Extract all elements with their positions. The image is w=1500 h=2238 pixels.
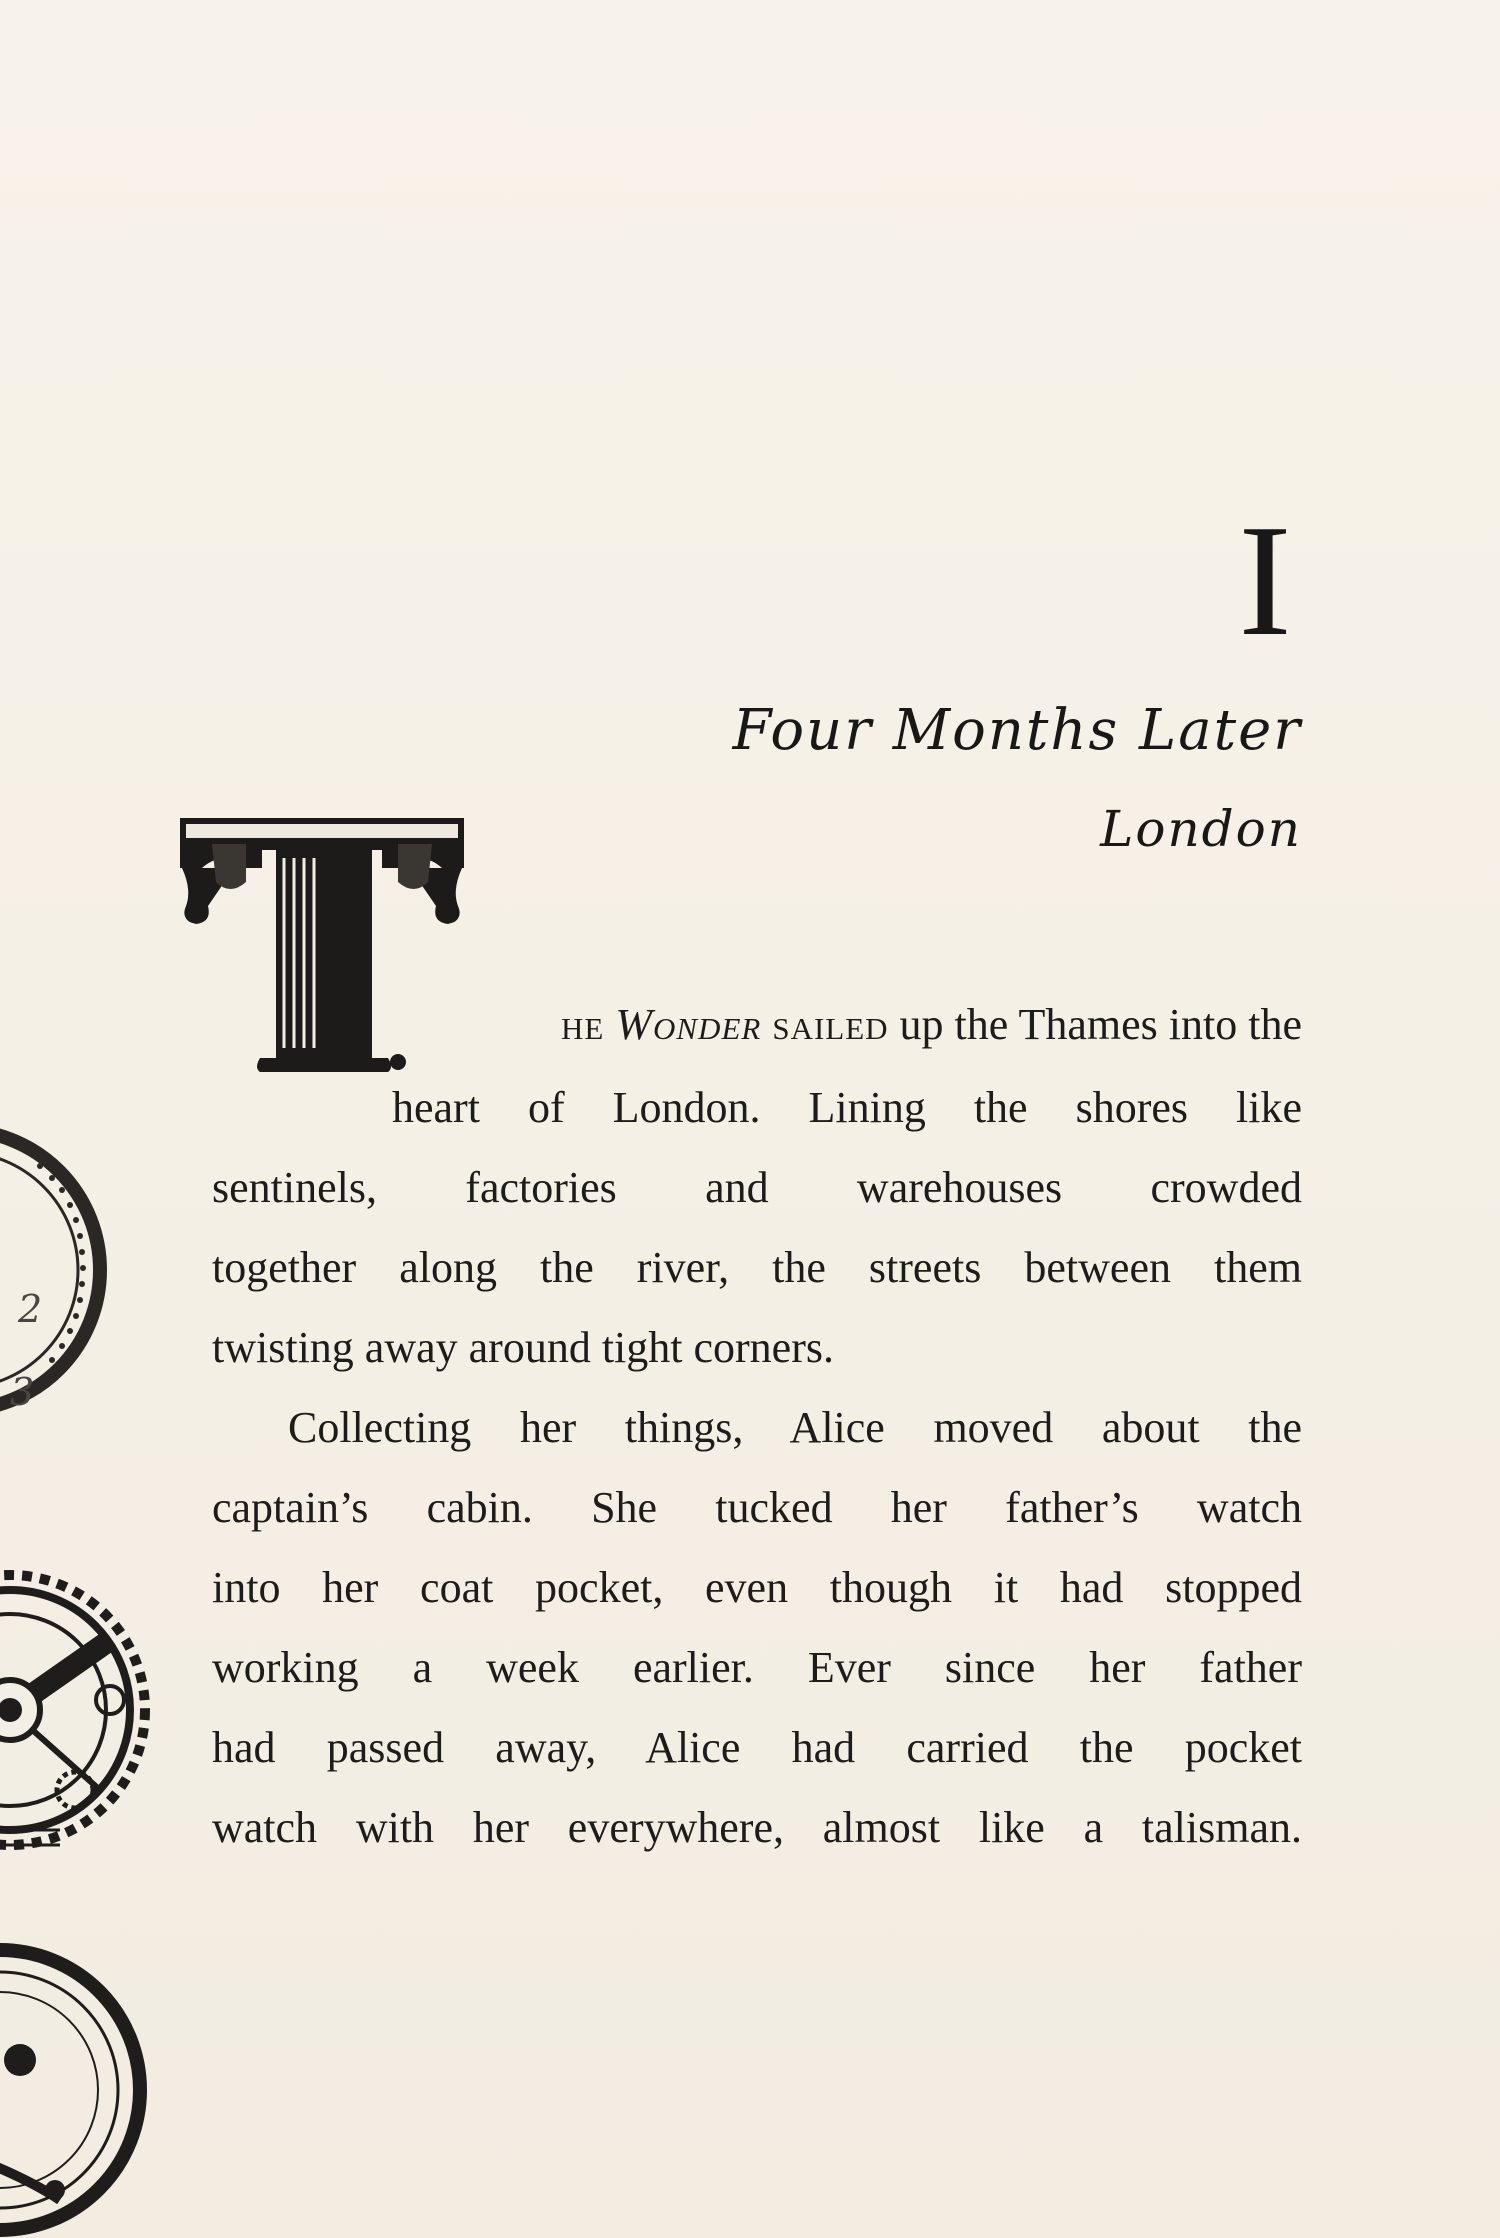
opening-line-rest: up the Thames into the xyxy=(899,1000,1302,1049)
body-line: Collecting her things, Alice moved about the xyxy=(288,1403,1302,1452)
body-text xyxy=(212,1068,1302,1868)
body-line: watch with her everywhere, almost like a talisman. xyxy=(212,1803,1302,1852)
gear-icon xyxy=(0,1575,145,1845)
body-line: twisting away around tight corners. xyxy=(212,1323,834,1372)
body-line: had passed away, Alice had carried the pocket xyxy=(212,1723,1302,1772)
ship-name: Wonder xyxy=(615,1000,762,1049)
body-line: heart of London. Lining the shores like xyxy=(392,1083,1302,1132)
clock-face-icon xyxy=(0,1130,100,1414)
body-line: captain’s cabin. She tucked her father’s watch xyxy=(212,1483,1302,1532)
clock-numeral-3: 3 xyxy=(10,1370,35,1414)
chapter-location: London xyxy=(1100,800,1302,858)
body-line: sentinels, factories and warehouses crowded xyxy=(212,1163,1302,1212)
lower-clock-icon xyxy=(0,1950,140,2230)
opening-smallcaps-sailed: sailed xyxy=(772,1000,889,1049)
body-line: working a week earlier. Ever since her father xyxy=(212,1643,1302,1692)
chapter-number: I xyxy=(1238,491,1292,669)
chapter-subtitle: Four Months Later xyxy=(732,698,1302,763)
body-line: together along the river, the streets between them xyxy=(212,1243,1302,1292)
opening-line xyxy=(392,990,1302,1060)
clock-numeral-2: 2 xyxy=(18,1287,43,1331)
clockwork-decoration xyxy=(0,0,220,2238)
opening-smallcaps-he: he xyxy=(561,1000,605,1049)
body-line: into her coat pocket, even though it had stopped xyxy=(212,1563,1302,1612)
